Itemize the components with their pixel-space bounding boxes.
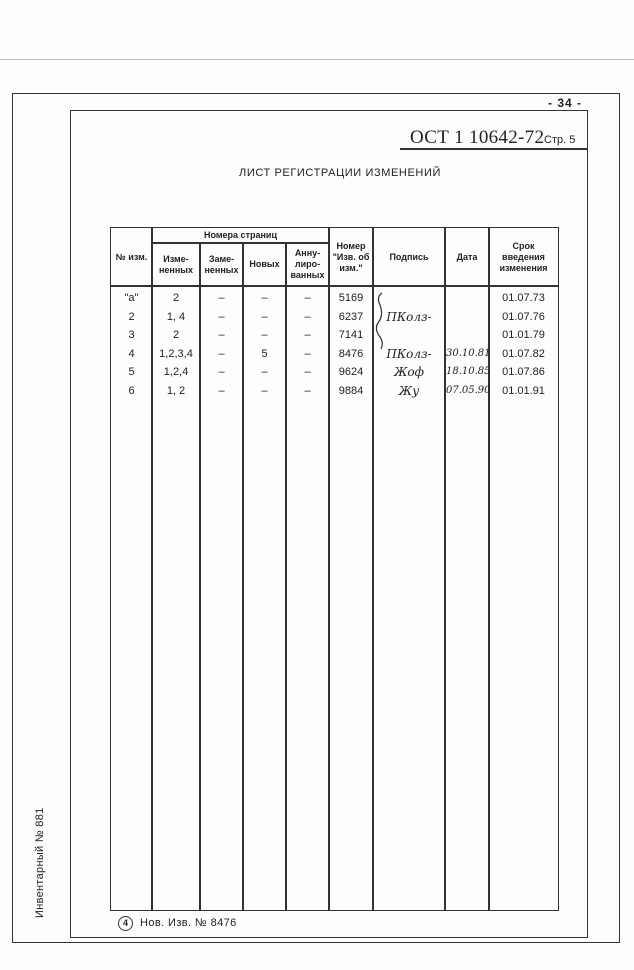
cell-annulled: – bbox=[304, 329, 311, 341]
cell-replaced: – bbox=[218, 366, 225, 378]
cell-changed: 1, 2 bbox=[166, 384, 186, 397]
cell-no: 2 bbox=[128, 310, 135, 323]
sheet-title: ЛИСТ РЕГИСТРАЦИИ ИЗМЕНЕНИЙ bbox=[239, 167, 441, 179]
header-pages-group: Номера страниц bbox=[204, 229, 277, 240]
cell-new: – bbox=[261, 384, 268, 397]
cell-new: – bbox=[261, 329, 268, 341]
footer-circle-mark: 4 bbox=[118, 916, 133, 931]
header-bottom-rule bbox=[110, 285, 559, 287]
cell-new: – bbox=[261, 366, 268, 378]
cell-changed: 1, 4 bbox=[166, 310, 186, 323]
cell-notice: 9884 bbox=[338, 384, 364, 397]
cell-annulled: – bbox=[304, 292, 311, 304]
cell-no: 6 bbox=[128, 384, 135, 397]
table-row bbox=[110, 363, 559, 381]
sheet-label: Стр. 5 bbox=[544, 134, 576, 146]
cell-replaced: – bbox=[218, 329, 225, 341]
header-new: Новых bbox=[249, 259, 280, 269]
cell-date: 30.10.81 bbox=[446, 347, 491, 359]
header-notice-no: Номер "Изв. об изм." bbox=[332, 240, 370, 273]
change-register-table bbox=[110, 227, 559, 911]
cell-signature: ПКолз- bbox=[386, 346, 432, 361]
cell-new: – bbox=[261, 292, 268, 304]
cell-date: 18.10.85 bbox=[446, 366, 491, 377]
cell-changed: 2 bbox=[172, 329, 180, 341]
cell-replaced: – bbox=[218, 347, 225, 360]
cell-annulled: – bbox=[304, 384, 311, 397]
cell-date: 07.05.90 bbox=[446, 384, 491, 396]
cell-no: 4 bbox=[128, 347, 135, 360]
title-rule bbox=[400, 148, 588, 150]
cell-signature: Жу bbox=[398, 383, 420, 398]
header-date: Дата bbox=[456, 251, 478, 262]
cell-annulled: – bbox=[304, 366, 311, 378]
inventory-number: Инвентарный № 881 bbox=[34, 807, 46, 918]
cell-changed: 1,2,4 bbox=[163, 366, 189, 378]
table-row bbox=[110, 345, 559, 363]
header-changed: Изме-ненных bbox=[158, 253, 193, 275]
header-replaced: Заме-ненных bbox=[204, 253, 239, 275]
header-effective: Срок введения изменения bbox=[499, 240, 548, 273]
cell-effective: 01.01.91 bbox=[502, 384, 545, 397]
cell-changed: 2 bbox=[172, 292, 180, 304]
cell-effective: 01.07.82 bbox=[502, 347, 545, 360]
table-row bbox=[110, 308, 559, 326]
cell-no: "а" bbox=[124, 292, 139, 304]
cell-notice: 6237 bbox=[338, 310, 364, 323]
header-annulled: Анну-лиро-ванных bbox=[290, 248, 325, 280]
cell-date bbox=[446, 308, 488, 326]
table-row bbox=[110, 289, 559, 307]
page-number: - 34 - bbox=[548, 96, 583, 110]
signature-bracket bbox=[372, 291, 444, 351]
cell-changed: 1,2,3,4 bbox=[159, 347, 193, 360]
cell-notice: 5169 bbox=[338, 292, 364, 304]
cell-no: 5 bbox=[128, 366, 135, 378]
scan-edge-line bbox=[0, 59, 634, 60]
standard-code: ОСТ 1 10642-72 bbox=[410, 127, 545, 148]
cell-effective: 01.07.86 bbox=[502, 366, 545, 378]
cell-signature: ПКолз- bbox=[386, 309, 432, 324]
header-signature: Подпись bbox=[389, 251, 429, 262]
cell-annulled: – bbox=[304, 310, 311, 323]
cell-new: 5 bbox=[261, 347, 268, 360]
cell-replaced: – bbox=[218, 292, 225, 304]
header-change-no: № изм. bbox=[115, 251, 148, 262]
cell-effective: 01.01.79 bbox=[502, 329, 545, 341]
cell-replaced: – bbox=[218, 384, 225, 397]
cell-signature: Жоф bbox=[393, 365, 425, 379]
cell-effective: 01.07.73 bbox=[502, 292, 545, 304]
cell-annulled: – bbox=[304, 347, 311, 360]
cell-no: 3 bbox=[128, 329, 135, 341]
footer-notice: Нов. Изв. № 8476 bbox=[140, 917, 237, 929]
table-row bbox=[110, 382, 559, 400]
cell-date bbox=[446, 289, 488, 307]
table-row bbox=[110, 326, 559, 344]
cell-notice: 7141 bbox=[338, 329, 364, 341]
cell-replaced: – bbox=[218, 310, 225, 323]
cell-notice: 9624 bbox=[338, 366, 364, 378]
cell-new: – bbox=[261, 310, 268, 323]
cell-effective: 01.07.76 bbox=[502, 310, 545, 323]
cell-date bbox=[446, 326, 488, 344]
cell-notice: 8476 bbox=[338, 347, 364, 360]
